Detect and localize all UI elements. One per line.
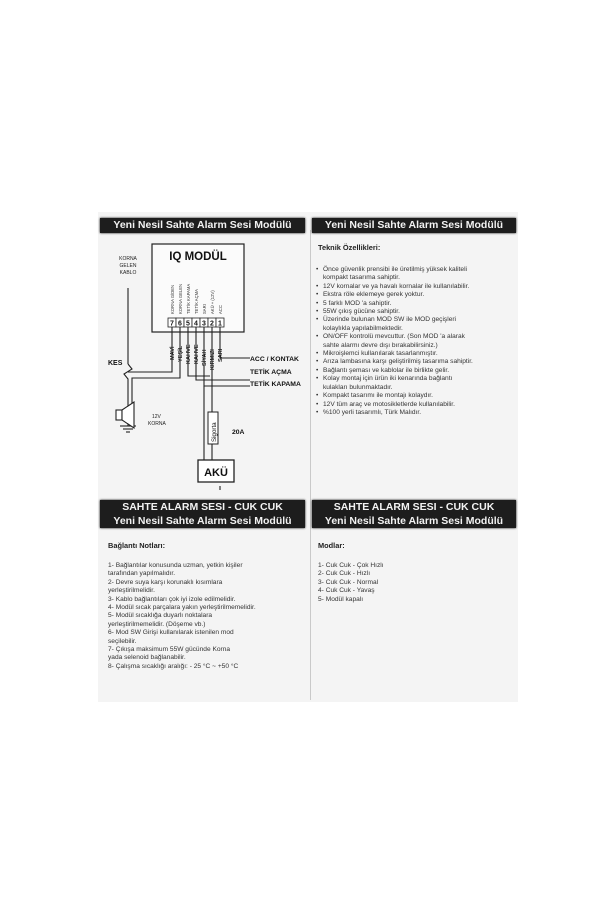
feature-item: • 12V kornalar ve ya havalı kornalar ile kullanılabilir. [316,283,512,291]
wire-label-sari: SARI [218,348,224,362]
note-item: yerleştirilmelidir. [108,587,155,595]
pin-label-1: ACC [218,305,223,314]
note-item: 3- Kablo bağlantıları çok iyi izole edilmelidir. [108,595,236,603]
pin-label-6: KORNA GELEN [178,283,183,314]
kes-label: KES [108,360,123,367]
pin-label-7: KORNA GİDEN [170,284,175,314]
bottom-right-header-line2: Yeni Nesil Sahte Alarm Sesi Modülü [324,515,504,527]
feature-item: • Bağlantı şeması ve kablolar ile birlikte gelir. [316,367,512,375]
module-title: IQ MODÜL [169,251,227,263]
horn-label-line1: 12V [152,414,161,420]
note-item: yerleştirilmemelidir. (Döşeme vb.) [108,620,206,628]
horn-icon [116,402,134,428]
fuse-rating: 20A [232,429,245,436]
pin-label-5: TETİK KAPAMA [186,283,191,314]
modes-title: Modlar: [318,541,345,550]
horn-label-line2: KORNA [148,421,166,427]
note-item: 8- Çalışma sıcaklığı aralığı: - 25 °C ~ +50 °C [108,662,239,670]
pin-label-2: AKÜ + (12V) [210,290,215,314]
notes-title: Bağlantı Notları: [108,541,166,550]
note-item: 1- Bağlantılar konusunda uzman, yetkin kişiler [108,562,243,569]
pin-number-1: 1 [218,320,222,328]
feature-item: • Mikroişlemci kullanılarak tasarlanmıştır. [316,350,512,358]
korna-gelen-line2: GELEN [119,263,137,269]
note-item: yada selenoid bağlanabilir. [108,654,186,662]
wire-label-siyah: SİYAH [202,349,208,366]
korna-gelen-label [119,256,137,276]
wire-label-kirmizi: KIRMIZI [210,349,216,370]
wire-label-mavi: MAVİ [170,346,176,360]
feature-item: • Üzerinde bulunan MOD SW ile MOD geçişleri [316,316,512,324]
feature-item: • 55W çıkış gücüne sahiptir. [316,308,512,316]
wire-label-kahve-1: KAHVE [186,344,192,364]
bottom-left-header-line2: Yeni Nesil Sahte Alarm Sesi Modülü [113,515,292,527]
battery-label: AKÜ [204,467,228,479]
korna-gelen-line3: KABLO [119,270,137,276]
mode-item: 4- Cuk Cuk - Yavaş [318,587,375,595]
fuse-label: Sigorta [211,422,218,442]
acc-kontak-label: ACC / KONTAK [250,356,299,363]
note-item: 4- Modül sıcak parçalara yakın yerleştirilmemelidir. [108,604,256,612]
output-labels [250,356,301,388]
mode-item: 3- Cuk Cuk - Normal [318,578,379,586]
pin-number-2: 2 [210,320,214,328]
note-item: 5- Modül sıcaklığa duyarlı noktalara [108,612,213,620]
pin-label-3: SARI [202,304,207,314]
note-item: 6- Mod SW Girişi kullanılarak istenilen mod [108,629,234,637]
pin-number-5: 5 [186,320,190,328]
pin-number-7: 7 [170,320,174,328]
panel-divider [310,230,311,700]
note-item: 2- Devre suya karşı korunaklı kısımlara [108,578,223,586]
features-title: Teknik Özellikleri: [318,243,381,252]
bottom-right-header-line1: SAHTE ALARM SESI - CUK CUK [333,501,495,513]
feature-item: • Kompakt tasarımı ile montajı kolaydır. [316,392,512,400]
bottom-right-header [312,500,516,528]
note-item: tarafından yapılmalıdır. [108,570,176,578]
tetik-kapama-label: TETİK KAPAMA [250,381,301,388]
top-right-header: Yeni Nesil Sahte Alarm Sesi Modülü [312,218,516,233]
wire-label-yesil: YEŞİL [178,345,184,362]
mode-item: 2- Cuk Cuk - Hızlı [318,570,371,578]
top-left-header: Yeni Nesil Sahte Alarm Sesi Modülü [100,218,305,233]
bottom-left-header-line1: SAHTE ALARM SESI - CUK CUK [122,501,283,513]
note-item: 7- Çıkışa maksimum 55W gücünde Korna [108,646,231,654]
pin-number-6: 6 [178,320,182,328]
bottom-left-header [100,500,305,528]
feature-item: • 5 farklı MOD 'a sahiptir. [316,300,512,308]
feature-item: kulakları bulunmaktadır. [323,383,393,391]
feature-item: • %100 yerli tasarımlı, Türk Malıdır. [316,409,512,417]
korna-gelen-line1: KORNA [119,256,137,262]
note-item: seçilebilir. [108,637,137,645]
pin-label-4: TETİK AÇMA [194,289,199,314]
feature-item: sahte alarmı devre dışı bırakabilirsiniz.) [323,341,438,349]
feature-item: • Önce güvenlik prensibi ile üretilmiş yüksek kaliteli [316,266,512,274]
horn-label [148,414,166,427]
wiring-diagram [100,236,308,490]
notes-list [108,562,304,671]
pin-number-4: 4 [194,320,198,328]
feature-item: • ON/OFF kontrolü mevcuttur. (Son MOD 'a alarak [316,333,512,341]
feature-item: • Kolay montaj için ürün iki kenarında bağlantı [316,375,512,383]
wire-label-kahve-2: KAHVE [194,344,200,364]
mode-item: 1- Cuk Cuk - Çok Hızlı [318,562,384,569]
feature-item: • Ekstra röle eklemeye gerek yoktur. [316,291,512,299]
feature-item: • 12V tüm araç ve motosikletlerde kullanılabilir. [316,401,512,409]
mode-item: 5- Modül kapalı [318,595,364,603]
feature-item: kompakt tasarıma sahiptir. [323,274,400,282]
pin-number-3: 3 [202,320,206,328]
features-list [316,266,512,417]
modes-list [318,562,508,604]
feature-item: kolaylıkla yapılabilmektedir. [323,324,403,332]
tetik-acma-label: TETİK AÇMA [250,369,292,376]
feature-item: • Arıza lambasına karşı geliştirilmiş tasarıma sahiptir. [316,358,512,366]
